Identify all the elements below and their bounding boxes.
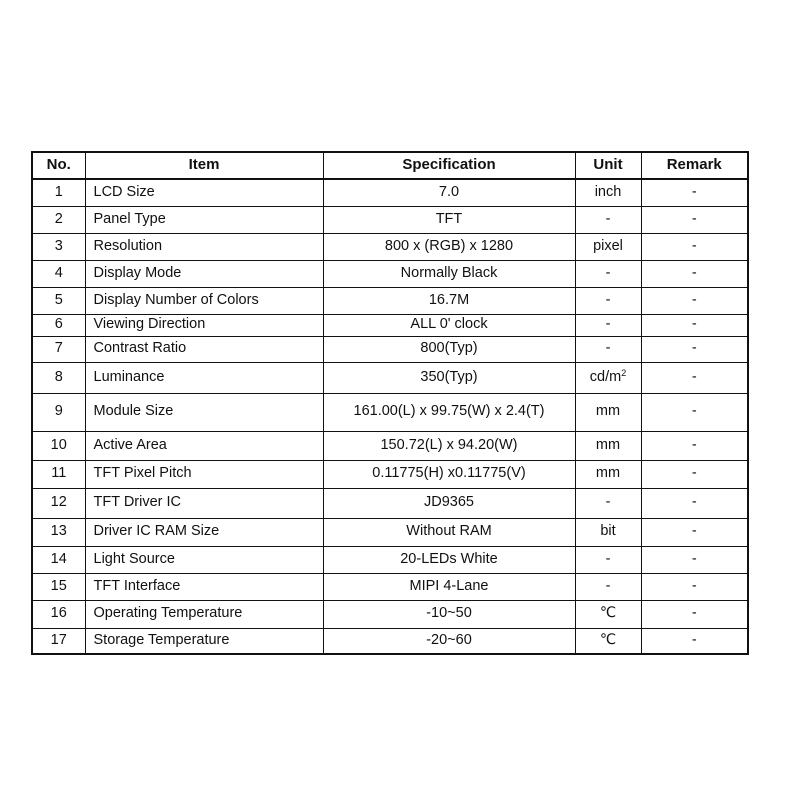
row-remark: -	[641, 206, 748, 233]
row-unit: mm	[575, 431, 641, 460]
row-remark: -	[641, 336, 748, 362]
row-unit: pixel	[575, 233, 641, 260]
row-unit: -	[575, 488, 641, 518]
row-item: Active Area	[85, 431, 323, 460]
header-unit: Unit	[575, 152, 641, 179]
table-row	[32, 314, 748, 336]
row-unit: inch	[575, 179, 641, 206]
row-item: Panel Type	[85, 206, 323, 233]
row-remark: -	[641, 488, 748, 518]
row-item: Module Size	[85, 393, 323, 431]
row-unit: bit	[575, 518, 641, 546]
unit-exponent: 2	[621, 367, 627, 378]
row-remark: -	[641, 546, 748, 573]
row-unit: mm	[575, 393, 641, 431]
row-unit: -	[575, 573, 641, 600]
row-no: 8	[32, 362, 85, 393]
row-specification: 20-LEDs White	[323, 546, 575, 573]
row-no: 15	[32, 573, 85, 600]
row-no: 5	[32, 287, 85, 314]
row-specification: MIPI 4-Lane	[323, 573, 575, 600]
table-row	[32, 518, 748, 546]
row-item: LCD Size	[85, 179, 323, 206]
table-row	[32, 179, 748, 206]
row-specification: 161.00(L) x 99.75(W) x 2.4(T)	[323, 393, 575, 431]
row-no: 9	[32, 393, 85, 431]
row-item: TFT Driver IC	[85, 488, 323, 518]
row-remark: -	[641, 573, 748, 600]
row-unit: -	[575, 287, 641, 314]
table-row	[32, 393, 748, 431]
row-remark: -	[641, 287, 748, 314]
table-row	[32, 233, 748, 260]
row-no: 7	[32, 336, 85, 362]
row-no: 4	[32, 260, 85, 287]
row-remark: -	[641, 518, 748, 546]
row-specification: JD9365	[323, 488, 575, 518]
table-row	[32, 460, 748, 488]
row-remark: -	[641, 260, 748, 287]
row-item: Display Number of Colors	[85, 287, 323, 314]
table-row	[32, 362, 748, 393]
header-specification: Specification	[323, 152, 575, 179]
header-no: No.	[32, 152, 85, 179]
row-unit: -	[575, 546, 641, 573]
table-row	[32, 628, 748, 654]
row-remark: -	[641, 314, 748, 336]
row-no: 6	[32, 314, 85, 336]
row-item: Light Source	[85, 546, 323, 573]
row-unit: -	[575, 260, 641, 287]
row-specification: ALL 0' clock	[323, 314, 575, 336]
row-unit: -	[575, 336, 641, 362]
row-unit: -	[575, 314, 641, 336]
row-item: TFT Interface	[85, 573, 323, 600]
table-row	[32, 431, 748, 460]
row-no: 11	[32, 460, 85, 488]
row-no: 10	[32, 431, 85, 460]
row-specification: -20~60	[323, 628, 575, 654]
row-item: Contrast Ratio	[85, 336, 323, 362]
row-specification: 150.72(L) x 94.20(W)	[323, 431, 575, 460]
table-row	[32, 260, 748, 287]
table-row	[32, 573, 748, 600]
header-remark: Remark	[641, 152, 748, 179]
row-specification: Normally Black	[323, 260, 575, 287]
table-row	[32, 206, 748, 233]
row-no: 14	[32, 546, 85, 573]
row-remark: -	[641, 362, 748, 393]
table-row	[32, 336, 748, 362]
row-specification: -10~50	[323, 600, 575, 628]
row-no: 16	[32, 600, 85, 628]
row-specification: 7.0	[323, 179, 575, 206]
table-row	[32, 600, 748, 628]
row-remark: -	[641, 179, 748, 206]
row-no: 17	[32, 628, 85, 654]
row-specification: 0.11775(H) x0.11775(V)	[323, 460, 575, 488]
row-remark: -	[641, 628, 748, 654]
row-no: 3	[32, 233, 85, 260]
row-no: 2	[32, 206, 85, 233]
unit-text: cd/m	[589, 368, 622, 385]
row-item: Luminance	[85, 362, 323, 393]
row-specification: Without RAM	[323, 518, 575, 546]
row-no: 13	[32, 518, 85, 546]
table-row	[32, 546, 748, 573]
row-remark: -	[641, 233, 748, 260]
row-item: Display Mode	[85, 260, 323, 287]
table-row	[32, 488, 748, 518]
row-item: Driver IC RAM Size	[85, 518, 323, 546]
row-unit	[575, 362, 641, 393]
row-specification: 800(Typ)	[323, 336, 575, 362]
row-item: Storage Temperature	[85, 628, 323, 654]
row-remark: -	[641, 393, 748, 431]
row-remark: -	[641, 600, 748, 628]
row-specification: 350(Typ)	[323, 362, 575, 393]
row-unit: ℃	[575, 628, 641, 654]
row-unit: ℃	[575, 600, 641, 628]
row-item: TFT Pixel Pitch	[85, 460, 323, 488]
header-item: Item	[85, 152, 323, 179]
table-row	[32, 287, 748, 314]
row-specification: 16.7M	[323, 287, 575, 314]
row-specification: 800 x (RGB) x 1280	[323, 233, 575, 260]
specification-table	[31, 151, 749, 655]
row-no: 1	[32, 179, 85, 206]
row-no: 12	[32, 488, 85, 518]
row-specification: TFT	[323, 206, 575, 233]
table-header-row	[32, 152, 748, 179]
row-item: Viewing Direction	[85, 314, 323, 336]
row-unit: mm	[575, 460, 641, 488]
row-remark: -	[641, 460, 748, 488]
row-unit: -	[575, 206, 641, 233]
row-item: Resolution	[85, 233, 323, 260]
row-remark: -	[641, 431, 748, 460]
row-item: Operating Temperature	[85, 600, 323, 628]
